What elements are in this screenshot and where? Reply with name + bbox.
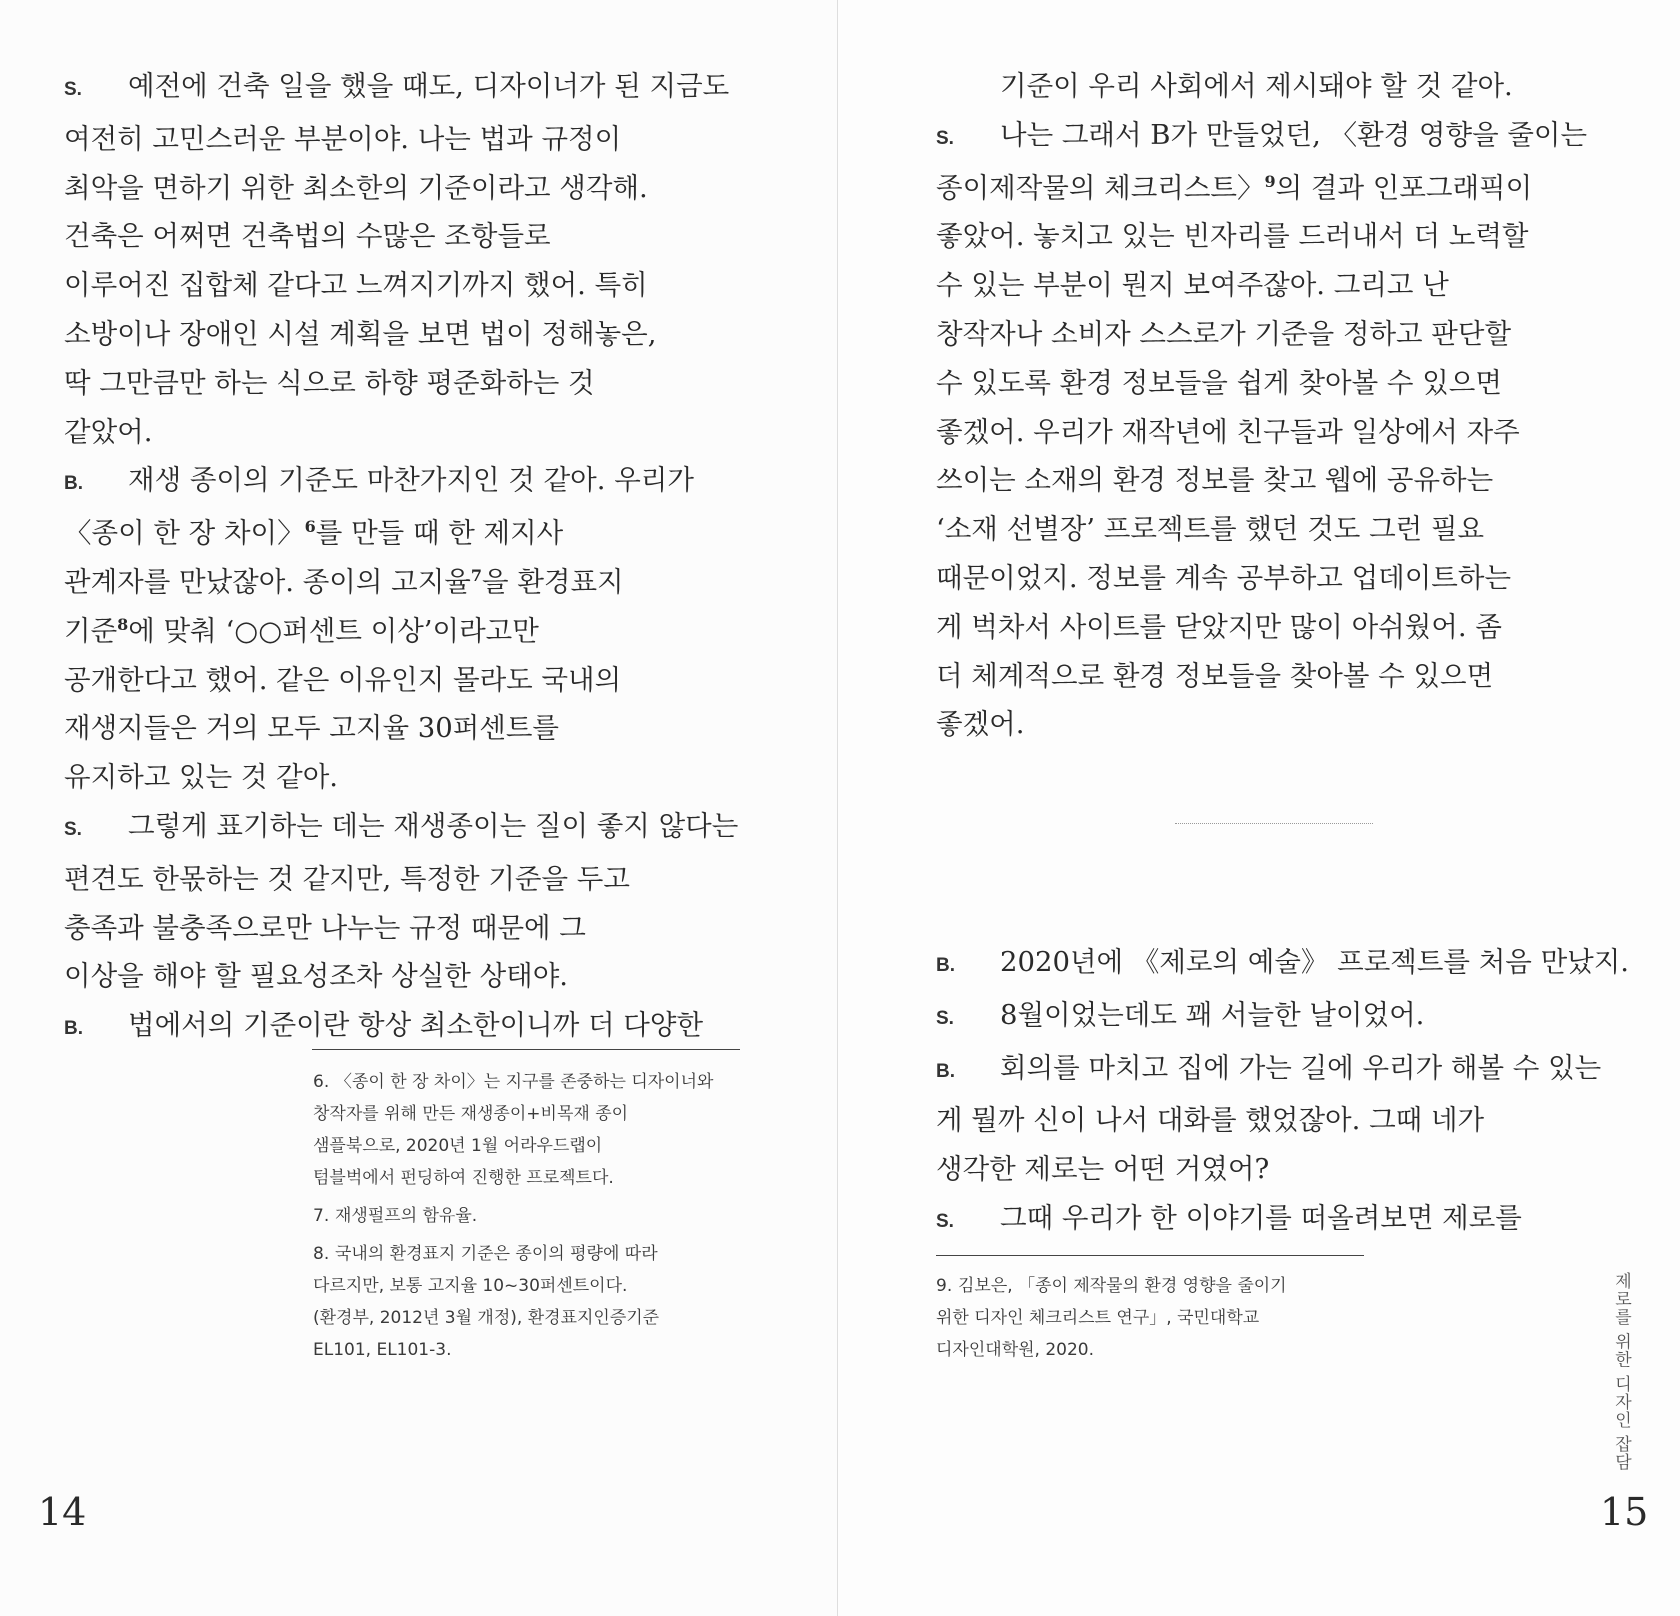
dialogue-line: 기준 [64, 614, 118, 647]
dialogue-line: 법에서의 기준이란 항상 최소한이니까 더 다양한 [128, 1009, 704, 1042]
dialogue-line: 재생지들은 거의 모두 고지율 30퍼센트를 [64, 712, 559, 745]
dialogue-line: 기준이 우리 사회에서 제시돼야 할 것 같아. [1000, 70, 1513, 102]
footnote-line: 샘플북으로, 2020년 1월 어라우드랩이 [313, 1136, 603, 1156]
footnote-line: 디자인대학원, 2020. [936, 1340, 1095, 1360]
dialogue-line: 종이제작물의 체크리스트〉 [936, 171, 1265, 204]
dialogue-line: 여전히 고민스러운 부분이야. 나는 법과 규정이 [64, 122, 622, 155]
dialogue-line: 〈종이 한 장 차이〉 [64, 517, 305, 550]
dialogue-turn: S. 나는 그래서 B가 만들었던, 〈환경 영향을 줄이는 종이제작물의 체크리스트〉$^9$의 결과 인포그래픽이 좋았어. 놓치고 있는 빈자리를 드러내서 더 노력할 수 있는 부분이 뭔지 보여주잖아. 그리고 난 창작자나 소비자 스스로가 기준을 정하고 판단할 수 있도록 환경 정보들을 쉽게 찾아볼 수 있으면 좋겠어. 우리가 재작년에 친구들과 일상에서 자주 쓰이는 소재의 환경 정보를 찾고 웹에 공유하는 ‘소재 선별장’ 프로젝트를 했던 것도 그런 필요 때문이었지. 정보를 계속 공부하고 업데이트하는 게 벅차서 사이트를 닫았지만 많이 아쉬웠어. 좀 더 체계적으로 환경 정보들을 찾아볼 수 있으면 좋겠어. [936, 111, 1636, 749]
dialogue-line: 같았어. [64, 415, 153, 448]
dialogue-line: 수 있는 부분이 뭔지 보여주잖아. 그리고 난 [936, 269, 1449, 302]
dialogue-line: 이루어진 집합체 같다고 느껴지기까지 했어. 특히 [64, 269, 648, 302]
left-page [0, 0, 837, 1616]
footnote-line: 위한 디자인 체크리스트 연구」, 국민대학교 [936, 1308, 1260, 1328]
dialogue-turn: S. 8월이었는데도 꽤 서늘한 날이었어. [936, 998, 1425, 1031]
dialogue-line: 쓰이는 소재의 환경 정보를 찾고 웹에 공유하는 [936, 464, 1494, 497]
right-dialogue-top [936, 62, 1636, 749]
dialogue-line: 창작자나 소비자 스스로가 기준을 정하고 판단할 [936, 317, 1512, 350]
footnote-line: 〈종이 한 장 차이〉는 지구를 존중하는 디자이너와 [335, 1072, 714, 1092]
dialogue-line: 편견도 한몫하는 것 같지만, 특정한 기준을 두고 [64, 862, 630, 895]
left-dialogue [64, 62, 784, 1054]
dialogue-line: 때문이었지. 정보를 계속 공부하고 업데이트하는 [936, 561, 1512, 594]
footnote-line: 다르지만, 보통 고지율 10~30퍼센트이다. [313, 1276, 628, 1296]
page-number: 15 [1600, 1490, 1649, 1534]
footnote [313, 1238, 763, 1366]
footnote-ref: 7 [470, 565, 483, 585]
dialogue-line-rest: 의 결과 인포그래픽이 [1275, 171, 1533, 204]
dialogue-line-rest: 을 환경표지 [482, 565, 624, 598]
footnote [936, 1270, 1356, 1366]
footnote-number: 9. [936, 1276, 953, 1296]
dialogue-line: 좋았어. 놓치고 있는 빈자리를 드러내서 더 노력할 [936, 220, 1529, 253]
running-header: 제로를 위한 디자인 잡담 [1611, 1272, 1631, 1472]
page-number: 14 [38, 1490, 87, 1534]
dialogue-line-rest: 에 맞춰 ‘○○퍼센트 이상’이라고만 [128, 614, 539, 647]
dialogue-turn: B. 2020년에 《제로의 예술》 프로젝트를 처음 만났지. [936, 946, 1630, 978]
dialogue-turn: B. 법에서의 기준이란 항상 최소한이니까 더 다양한 [64, 1009, 704, 1042]
dialogue-line: 재생 종이의 기준도 마찬가지인 것 같아. 우리가 [128, 464, 694, 497]
footnote-line: 창작자를 위해 만든 재생종이+비목재 종이 [313, 1104, 629, 1124]
dialogue-line: ‘소재 선별장’ 프로젝트를 했던 것도 그런 필요 [936, 513, 1485, 546]
section-divider [1175, 823, 1373, 824]
footnote-rule [936, 1255, 1364, 1256]
dialogue-line: 공개한다고 했어. 같은 이유인지 몰라도 국내의 [64, 663, 622, 696]
right-dialogue-bottom [936, 938, 1636, 1247]
dialogue-turn: S. 그렇게 표기하는 데는 재생종이는 질이 좋지 않다는 편견도 한몫하는 것 같지만, 특정한 기준을 두고 충족과 불충족으로만 나누는 규정 때문에 그 이상을 해야 할 필요성조차 상실한 상태야. [64, 802, 784, 1001]
dialogue-line: 나는 그래서 B가 만들었던, 〈환경 영향을 줄이는 [1000, 118, 1588, 151]
dialogue-line: 유지하고 있는 것 같아. [64, 761, 339, 794]
dialogue-line: 생각한 제로는 어떤 거였어? [936, 1153, 1270, 1186]
dialogue-turn: B. 회의를 마치고 집에 가는 길에 우리가 해볼 수 있는 게 뭘까 신이 나서 대화를 했었잖아. 그때 네가 생각한 제로는 어떤 거였어? [936, 1044, 1636, 1194]
footnote-line: 국내의 환경표지 기준은 종이의 평량에 따라 [335, 1244, 658, 1264]
footnote-number: 7. [313, 1206, 330, 1226]
dialogue-line: 좋겠어. 우리가 재작년에 친구들과 일상에서 자주 [936, 415, 1520, 448]
dialogue-line: 딱 그만큼만 하는 식으로 하향 평준화하는 것 [64, 366, 595, 399]
footnote-ref: 6 [304, 517, 316, 537]
footnote-ref: 8 [117, 614, 129, 634]
dialogue-line: 최악을 면하기 위한 최소한의 기준이라고 생각해. [64, 171, 648, 204]
right-footnotes [936, 1270, 1356, 1372]
dialogue-line: 좋겠어. [936, 708, 1025, 741]
footnote [313, 1066, 763, 1194]
dialogue-line: 게 뭘까 신이 나서 대화를 했었잖아. 그때 네가 [936, 1104, 1485, 1137]
dialogue-line: 그때 우리가 한 이야기를 떠올려보면 제로를 [1000, 1201, 1522, 1234]
footnote-number: 6. [313, 1072, 330, 1092]
footnote-line: 텀블벅에서 펀딩하여 진행한 프로젝트다. [313, 1168, 614, 1188]
left-footnotes [313, 1066, 763, 1372]
dialogue-line: 게 벅차서 사이트를 닫았지만 많이 아쉬웠어. 좀 [936, 610, 1502, 643]
dialogue-line: 더 체계적으로 환경 정보들을 찾아볼 수 있으면 [936, 659, 1494, 692]
dialogue-line: 충족과 불충족으로만 나누는 규정 때문에 그 [64, 911, 586, 944]
dialogue-turn: S. 예전에 건축 일을 했을 때도, 디자이너가 된 지금도 여전히 고민스러운 부분이야. 나는 법과 규정이 최악을 면하기 위한 최소한의 기준이라고 생각해. 건축은 어쩌면 건축법의 수많은 조항들로 이루어진 집합체 같다고 느껴지기까지 했어. 특히 소방이나 장애인 시설 계획을 보면 법이 정해놓은, 딱 그만큼만 하는 식으로 하향 평준화하는 것 같았어. [64, 62, 784, 456]
footnote-ref: 9 [1264, 171, 1276, 191]
dialogue-turn [936, 62, 1636, 111]
dialogue-line: 그렇게 표기하는 데는 재생종이는 질이 좋지 않다는 [128, 809, 739, 842]
footnote-line: (환경부, 2012년 3월 개정), 환경표지인증기준 [313, 1308, 660, 1328]
footnote [313, 1200, 763, 1232]
dialogue-turn: B. 재생 종이의 기준도 마찬가지인 것 같아. 우리가 〈종이 한 장 차이〉$^6$를 만들 때 한 제지사 관계자를 만났잖아. 종이의 고지율$^7$을 환경표지 기준$^8$에 맞춰 ‘○○퍼센트 이상’이라고만 공개한다고 했어. 같은 이유인지 몰라도 국내의 재생지들은 거의 모두 고지율 30퍼센트를 유지하고 있는 것 같아. [64, 456, 784, 802]
dialogue-line: 예전에 건축 일을 했을 때도, 디자이너가 된 지금도 [128, 70, 730, 102]
footnote-line: 재생펄프의 함유율. [335, 1206, 478, 1226]
dialogue-line: 건축은 어쩌면 건축법의 수많은 조항들로 [64, 220, 551, 253]
footnote-number: 8. [313, 1244, 330, 1264]
dialogue-line: 소방이나 장애인 시설 계획을 보면 법이 정해놓은, [64, 317, 657, 350]
footnote-line: 김보은, 「종이 제작물의 환경 영향을 줄이기 [958, 1276, 1287, 1296]
dialogue-line: 2020년에 《제로의 예술》 프로젝트를 처음 만났지. [1000, 946, 1630, 978]
dialogue-line-rest: 를 만들 때 한 제지사 [315, 517, 564, 550]
dialogue-line: 8월이었는데도 꽤 서늘한 날이었어. [1000, 998, 1425, 1031]
footnote-rule [312, 1049, 740, 1050]
footnote-line: EL101, EL101-3. [313, 1340, 452, 1360]
dialogue-line: 이상을 해야 할 필요성조차 상실한 상태야. [64, 960, 569, 993]
dialogue-turn: S. 그때 우리가 한 이야기를 떠올려보면 제로를 [936, 1201, 1522, 1234]
dialogue-line: 회의를 마치고 집에 가는 길에 우리가 해볼 수 있는 [1000, 1051, 1602, 1084]
dialogue-line: 관계자를 만났잖아. 종이의 고지율 [64, 565, 471, 598]
dialogue-line: 수 있도록 환경 정보들을 쉽게 찾아볼 수 있으면 [936, 366, 1502, 399]
